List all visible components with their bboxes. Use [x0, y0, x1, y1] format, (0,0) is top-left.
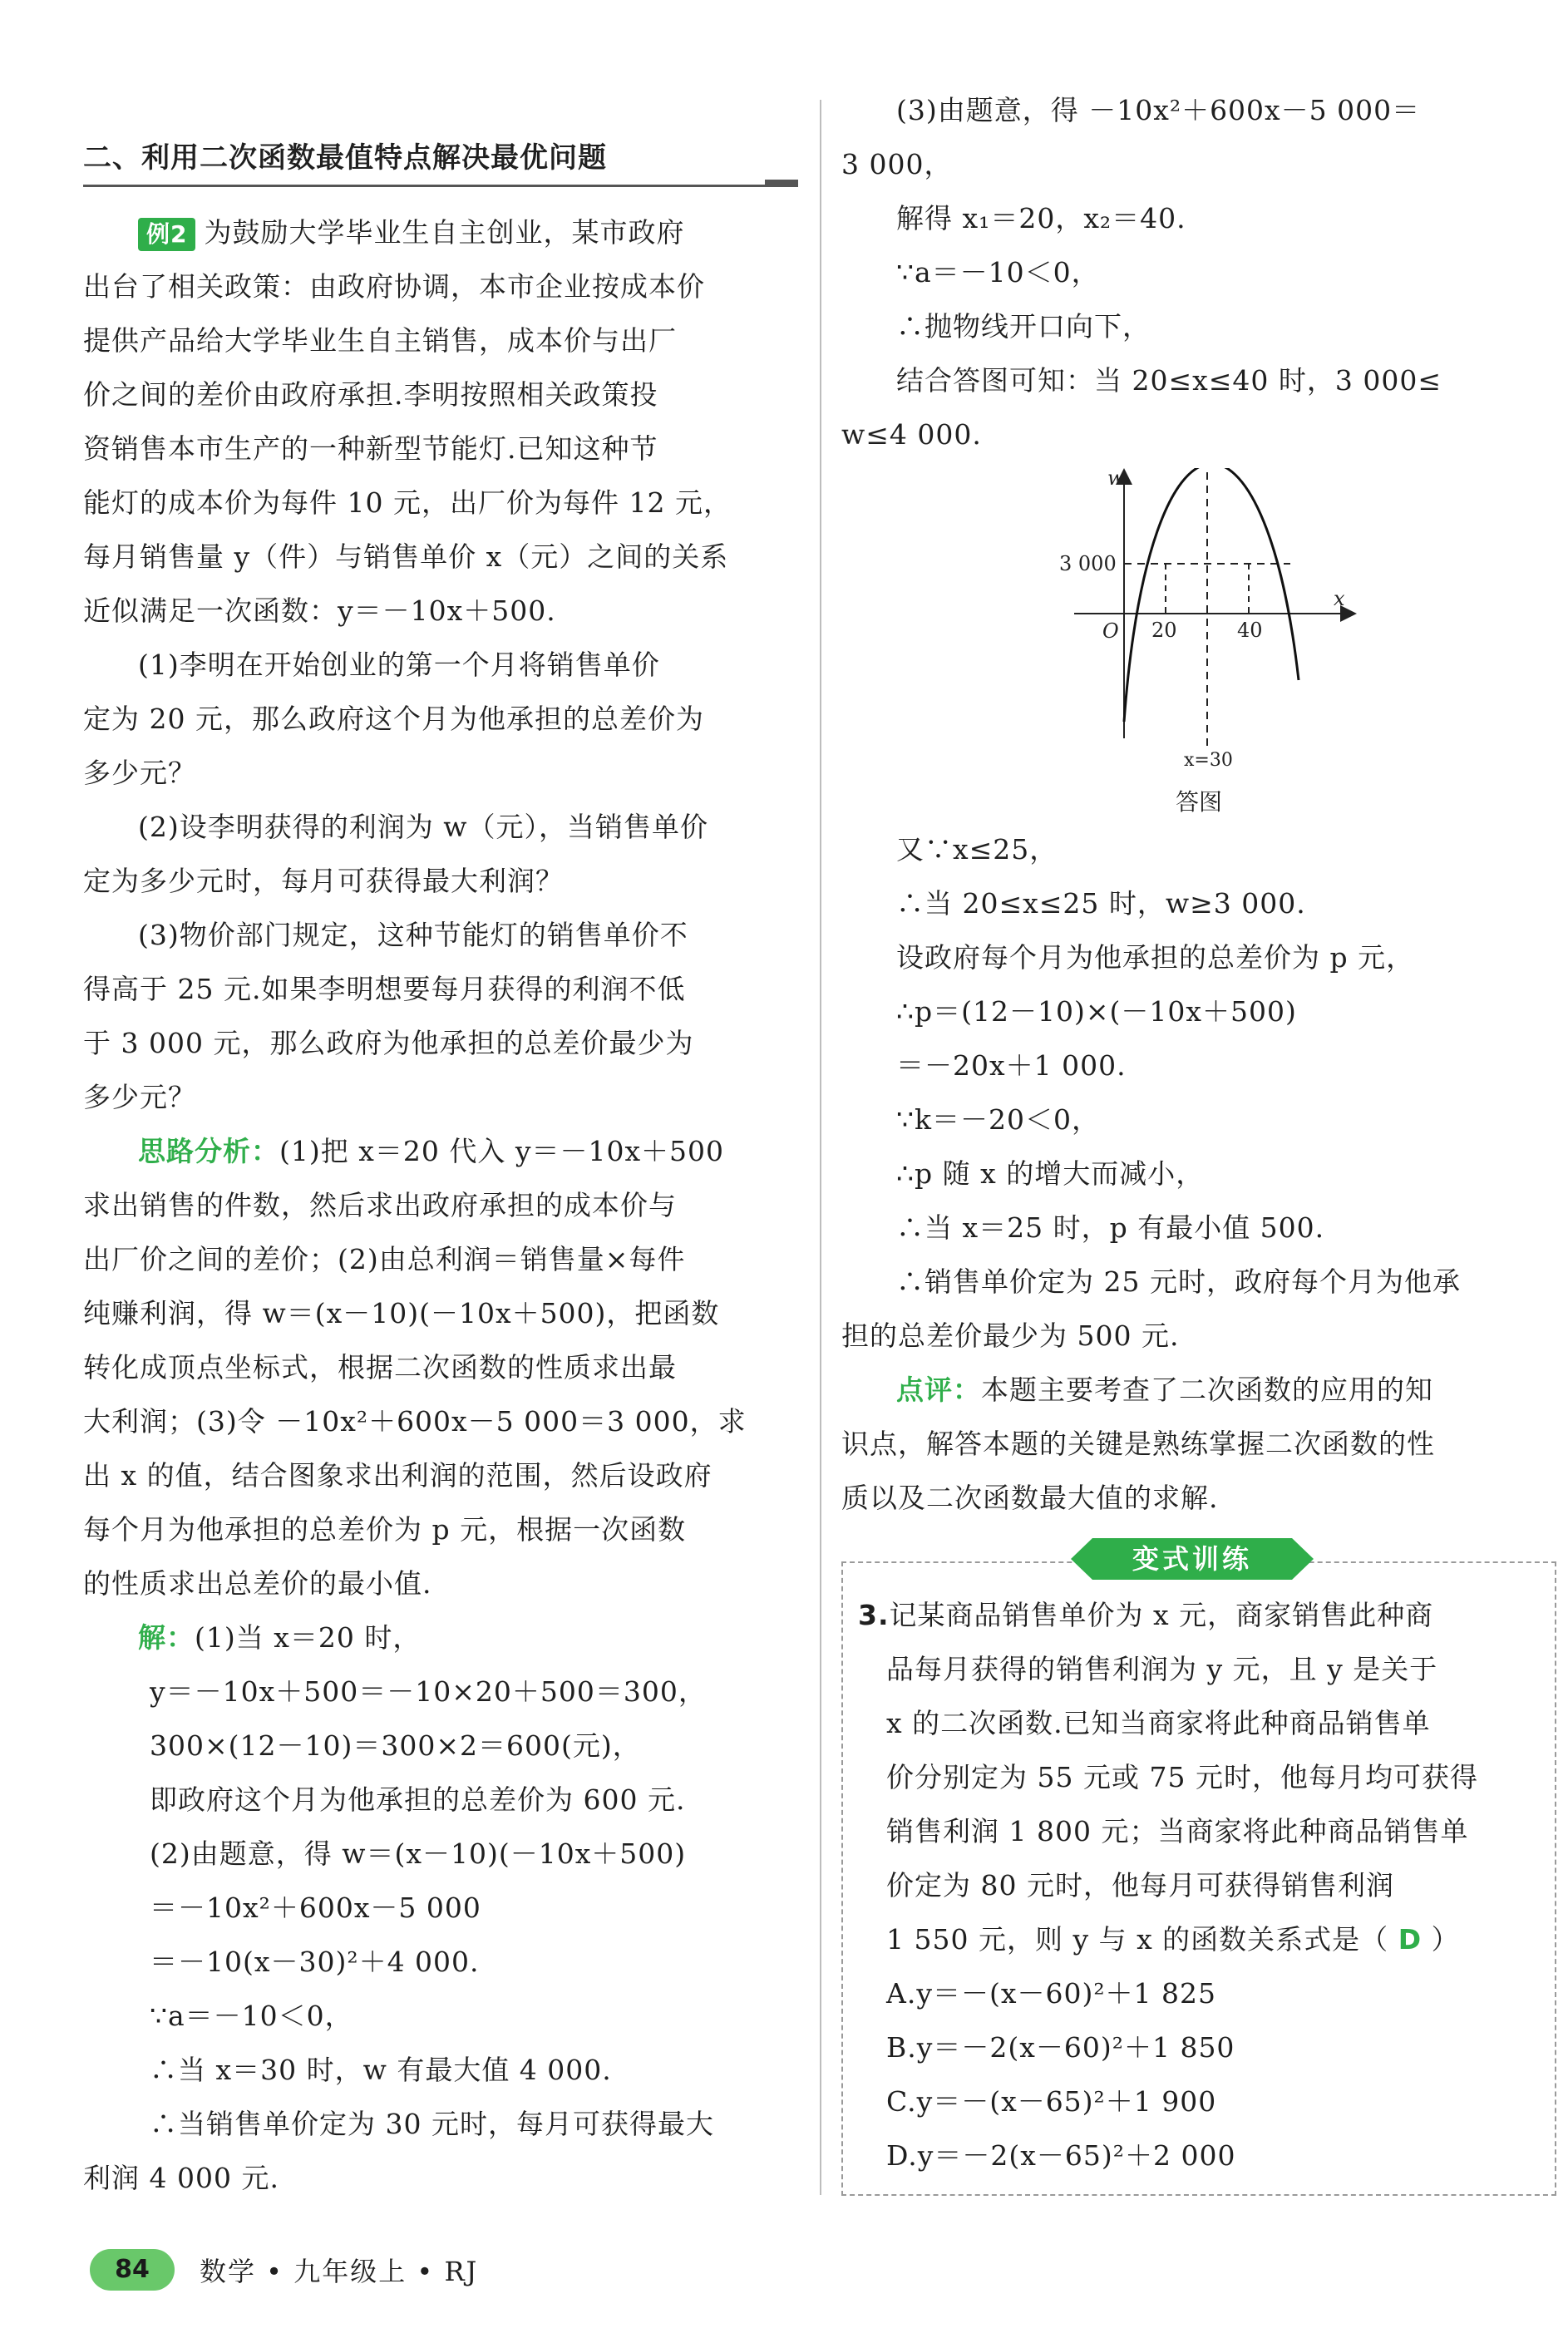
solution-line: ∴当 x＝30 时，w 有最大值 4 000.: [150, 2054, 612, 2086]
solution-line: ∴当销售单价定为 30 元时，每月可获得最大: [150, 2108, 714, 2140]
example-statement-line: 每月销售量 y（件）与销售单价 x（元）之间的关系: [83, 540, 729, 573]
option-d: D.y＝－2(x－65)²＋2 000: [886, 2139, 1236, 2172]
example-statement-line: 近似满足一次函数：y＝－10x＋500.: [83, 594, 556, 627]
example-statement-line: 价之间的差价由政府承担.李明按照相关政策投: [83, 378, 658, 411]
example-statement-line: 资销售本市生产的一种新型节能灯.已知这种节: [83, 432, 658, 465]
practice-question-line: 价定为 80 元时，他每月可获得销售利润: [886, 1869, 1394, 1901]
answer-graph: [841, 468, 1556, 817]
solution-line: (3)由题意，得 －10x²＋600x－5 000＝: [896, 94, 1421, 126]
solution-line: 担的总差价最少为 500 元.: [841, 1319, 1180, 1352]
comment-line: 质以及二次函数最大值的求解.: [841, 1482, 1219, 1514]
practice-question-line: x 的二次函数.已知当商家将此种商品销售单: [886, 1707, 1431, 1739]
practice-box: [841, 1543, 1556, 2196]
right-column: [841, 83, 1556, 2196]
analysis-line: 出厂价之间的差价；(2)由总利润＝销售量×每件: [83, 1243, 686, 1275]
question-3-line: (3)物价部门规定，这种节能灯的销售单价不: [138, 919, 688, 951]
option-a: A.y＝－(x－60)²＋1 825: [886, 1977, 1217, 2010]
practice-question-line: 销售利润 1 800 元；当商家将此种商品销售单: [886, 1815, 1469, 1847]
column-divider: [820, 100, 821, 2195]
solution-line: 结合答图可知：当 20≤x≤40 时，3 000≤: [896, 364, 1442, 397]
example-statement-line: 能灯的成本价为每件 10 元，出厂价为每件 12 元，: [83, 486, 732, 519]
solution-line: ∵a＝－10＜0，: [150, 2000, 353, 2032]
solution-line: ∴当 x＝25 时，p 有最小值 500.: [896, 1211, 1325, 1244]
question-3-line: 多少元？: [83, 1081, 196, 1113]
practice-title: 变式训练: [1092, 1538, 1292, 1580]
example-statement-line: 出台了相关政策：由政府协调，本市企业按成本价: [83, 270, 705, 303]
analysis-line: 思路分析：(1)把 x＝20 代入 y＝－10x＋500: [138, 1135, 725, 1167]
x-tick-label: 20: [1151, 619, 1177, 642]
left-column: [83, 133, 798, 2205]
question-2-line: 定为多少元时，每月可获得最大利润？: [83, 865, 564, 897]
question-1-line: 定为 20 元，那么政府这个月为他承担的总差价为: [83, 703, 704, 735]
analysis-line: 大利润；(3)令 －10x²＋600x－5 000＝3 000，求: [83, 1405, 747, 1438]
solution-label: 解：: [138, 1621, 195, 1654]
answer-choice: D: [1398, 1923, 1423, 1956]
solution-line: 又∵x≤25，: [896, 833, 1058, 866]
practice-question-line: 品每月获得的销售利润为 y 元，且 y 是关于: [886, 1653, 1438, 1685]
analysis-line: 求出销售的件数，然后求出政府承担的成本价与: [83, 1189, 677, 1221]
option-b: B.y＝－2(x－60)²＋1 850: [886, 2031, 1235, 2064]
solution-line: ＝－10x²＋600x－5 000: [150, 1892, 481, 1924]
solution-line: 300×(12－10)＝300×2＝600(元)，: [150, 1729, 641, 1762]
example-statement-line: 例2 为鼓励大学毕业生自主创业，某市政府: [83, 205, 798, 259]
parabola-curve: [1124, 468, 1299, 722]
solution-line: w≤4 000.: [841, 418, 982, 451]
solution-line: ∵a＝－10＜0，: [896, 256, 1100, 289]
solution-line: ∴抛物线开口向下，: [896, 310, 1151, 343]
analysis-line: 的性质求出总差价的最小值.: [83, 1567, 432, 1600]
book-label: 数学 • 九年级上 • RJ: [200, 2256, 479, 2287]
solution-line: y＝－10x＋500＝－10×20＋500＝300，: [150, 1675, 707, 1708]
axis-of-symmetry-label: x=30: [1184, 750, 1233, 771]
solution-line: (2)由题意，得 w＝(x－10)(－10x＋500): [150, 1837, 687, 1870]
analysis-line: 每个月为他承担的总差价为 p 元，根据一次函数: [83, 1513, 687, 1546]
question-number: 3.: [858, 1599, 890, 1631]
question-2-line: (2)设李明获得的利润为 w（元），当销售单价: [138, 811, 708, 843]
solution-line: 解得 x₁＝20，x₂＝40.: [896, 202, 1186, 234]
solution-line: 即政府这个月为他承担的总差价为 600 元.: [150, 1783, 686, 1816]
analysis-label: 思路分析：: [138, 1135, 279, 1167]
practice-question-line: 1 550 元，则 y 与 x 的函数关系式是（ D ）: [886, 1923, 1460, 1956]
x-axis-label: x: [1334, 587, 1345, 610]
example-statement-line: 提供产品给大学毕业生自主销售，成本价与出厂: [83, 324, 677, 357]
section-heading: [83, 133, 798, 187]
page-number: 84: [90, 2249, 175, 2291]
comment-line: 识点，解答本题的关键是熟练掌握二次函数的性: [841, 1428, 1435, 1460]
analysis-line: 出 x 的值，结合图象求出利润的范围，然后设政府: [83, 1459, 713, 1492]
question-3-line: 得高于 25 元.如果李明想要每月获得的利润不低: [83, 973, 686, 1005]
solution-line: ∴当 20≤x≤25 时，w≥3 000.: [896, 887, 1306, 920]
solution-line: ∴p＝(12－10)×(－10x＋500): [896, 995, 1297, 1028]
parabola-graph: [1041, 468, 1357, 776]
comment-line: 点评：本题主要考查了二次函数的应用的知: [896, 1374, 1433, 1406]
solution-line: 解：(1)当 x＝20 时，: [138, 1621, 422, 1654]
origin-label: O: [1102, 619, 1119, 643]
solution-line: ＝－10(x－30)²＋4 000.: [150, 1946, 480, 1978]
solution-line: ＝－20x＋1 000.: [896, 1049, 1127, 1082]
w-3000-label: 3 000: [1059, 552, 1117, 575]
analysis-line: 纯赚利润，得 w＝(x－10)(－10x＋500)，把函数: [83, 1297, 720, 1329]
solution-line: 设政府每个月为他承担的总差价为 p 元，: [896, 941, 1415, 974]
solution-line: ∴p 随 x 的增大而减小，: [896, 1157, 1205, 1190]
practice-question-line: 3.记某商品销售单价为 x 元，商家销售此种商: [858, 1599, 1434, 1631]
question-3-line: 于 3 000 元，那么政府为他承担的总差价最少为: [83, 1027, 694, 1059]
solution-line: 利润 4 000 元.: [83, 2162, 279, 2194]
heading-bar-decoration: [765, 180, 798, 187]
analysis-line: 转化成顶点坐标式，根据二次函数的性质求出最: [83, 1351, 677, 1384]
page-footer: [90, 2247, 478, 2293]
comment-label: 点评：: [896, 1374, 981, 1406]
solution-line: ∴销售单价定为 25 元时，政府每个月为他承: [896, 1265, 1461, 1298]
question-1-line: (1)李明在开始创业的第一个月将销售单价: [138, 649, 660, 681]
y-axis-label: w: [1107, 468, 1125, 490]
graph-caption: 答图: [1175, 788, 1222, 816]
x-tick-label: 40: [1237, 619, 1263, 642]
practice-question-line: 价分别定为 55 元或 75 元时，他每月均可获得: [886, 1761, 1478, 1793]
question-1-line: 多少元？: [83, 757, 196, 789]
option-c: C.y＝－(x－65)²＋1 900: [886, 2085, 1217, 2118]
example-badge: 例2: [138, 218, 195, 251]
section-heading-text: 二、利用二次函数最值特点解决最优问题: [83, 141, 607, 175]
solution-line: ∵k＝－20＜0，: [896, 1103, 1100, 1136]
solution-line: 3 000，: [841, 148, 953, 180]
